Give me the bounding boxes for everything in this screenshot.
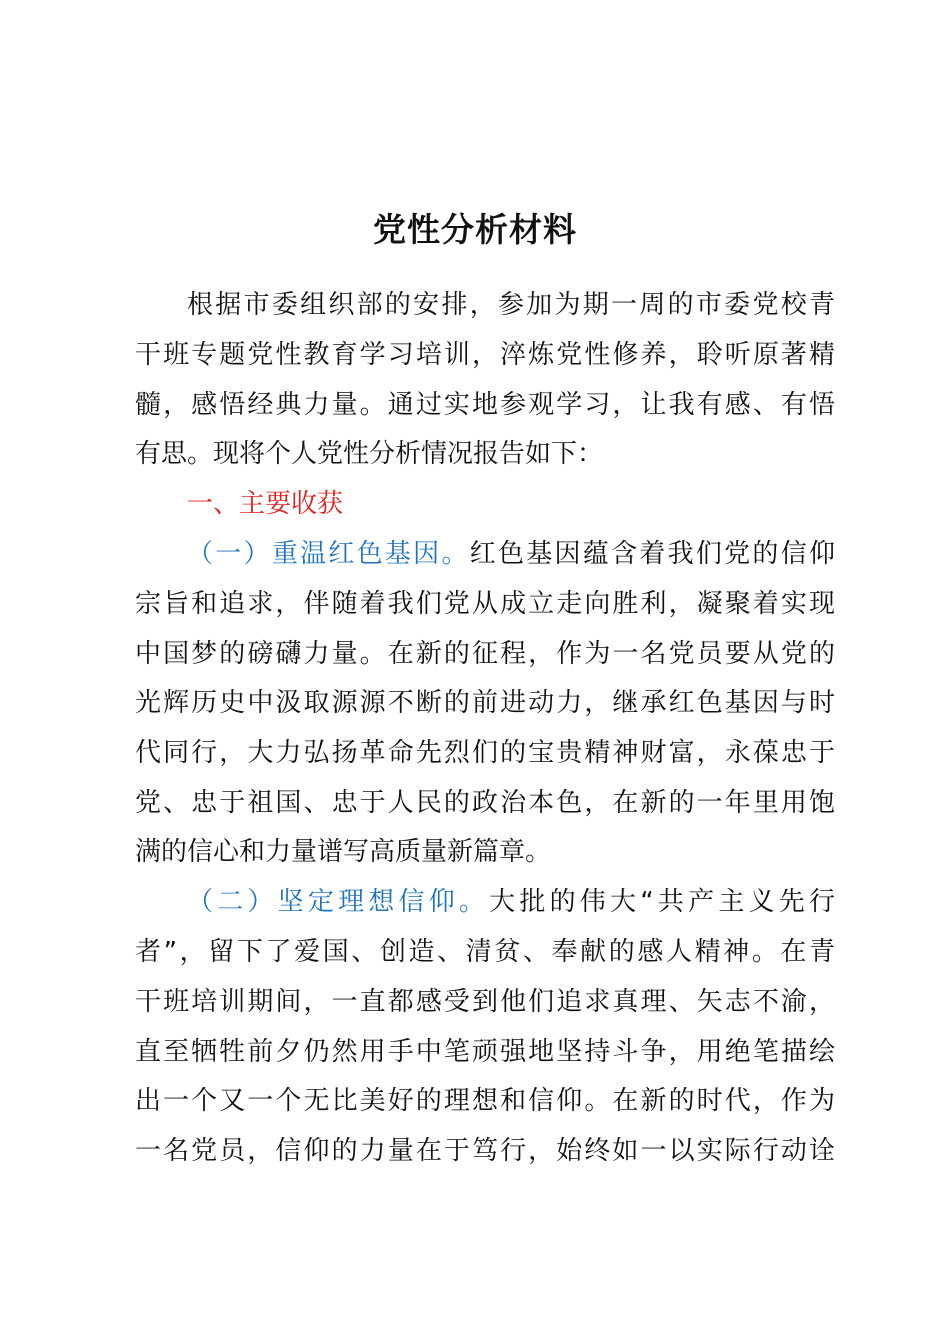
sub1-first-line-text: 红色基因蕴含着我们党的信仰 — [469, 539, 835, 569]
sub2-line-5: 出一个又一个无比美好的理想和信仰。在新的时代，作为 — [135, 1086, 835, 1116]
sub1-heading: （一）重温红色基因。 — [187, 539, 470, 569]
section-heading-main-gains: 一、主要收获 — [187, 489, 344, 519]
sub1-line-6: 党、忠于祖国、忠于人民的政治本色，在新的一年里用饱 — [135, 788, 835, 818]
sub2-line-2: 者”，留下了爱国、创造、清贫、奉献的感人精神。在青 — [135, 937, 835, 967]
sub1-line-7: 满的信心和力量谱写高质量新篇章。 — [135, 837, 552, 867]
intro-line-4: 有思。现将个人党性分析情况报告如下： — [135, 439, 604, 469]
intro-line-3: 髓，感悟经典力量。通过实地参观学习，让我有感、有悟 — [135, 390, 835, 420]
sub1-line-3: 中国梦的磅礴力量。在新的征程，作为一名党员要从党的 — [135, 639, 835, 669]
sub1-line-2: 宗旨和追求，伴随着我们党从成立走向胜利，凝聚着实现 — [135, 589, 835, 619]
sub2-line-6: 一名党员，信仰的力量在于笃行，始终如一以实际行动诠 — [135, 1136, 835, 1166]
sub1-first-line — [187, 529, 835, 579]
intro-line-1: 根据市委组织部的安排，参加为期一周的市委党校青 — [187, 290, 835, 320]
sub2-line-4: 直至牺牲前夕仍然用手中笔顽强地坚持斗争，用绝笔描绘 — [135, 1037, 835, 1067]
sub1-line-4: 光辉历史中汲取源源不断的前进动力，继承红色基因与时 — [135, 688, 835, 718]
intro-line-2: 干班专题党性教育学习培训，淬炼党性修养，聆听原著精 — [135, 340, 835, 370]
sub2-first-line — [187, 877, 835, 927]
sub1-line-5: 代同行，大力弘扬革命先烈们的宝贵精神财富，永葆忠于 — [135, 738, 835, 768]
document-title: 党性分析材料 — [373, 210, 577, 249]
sub2-line-3: 干班培训期间，一直都感受到他们追求真理、矢志不渝， — [135, 987, 835, 1017]
sub2-heading: （二）坚定理想信仰。 — [187, 887, 490, 917]
sub2-first-line-text: 大批的伟大“共产主义先行 — [489, 887, 835, 917]
